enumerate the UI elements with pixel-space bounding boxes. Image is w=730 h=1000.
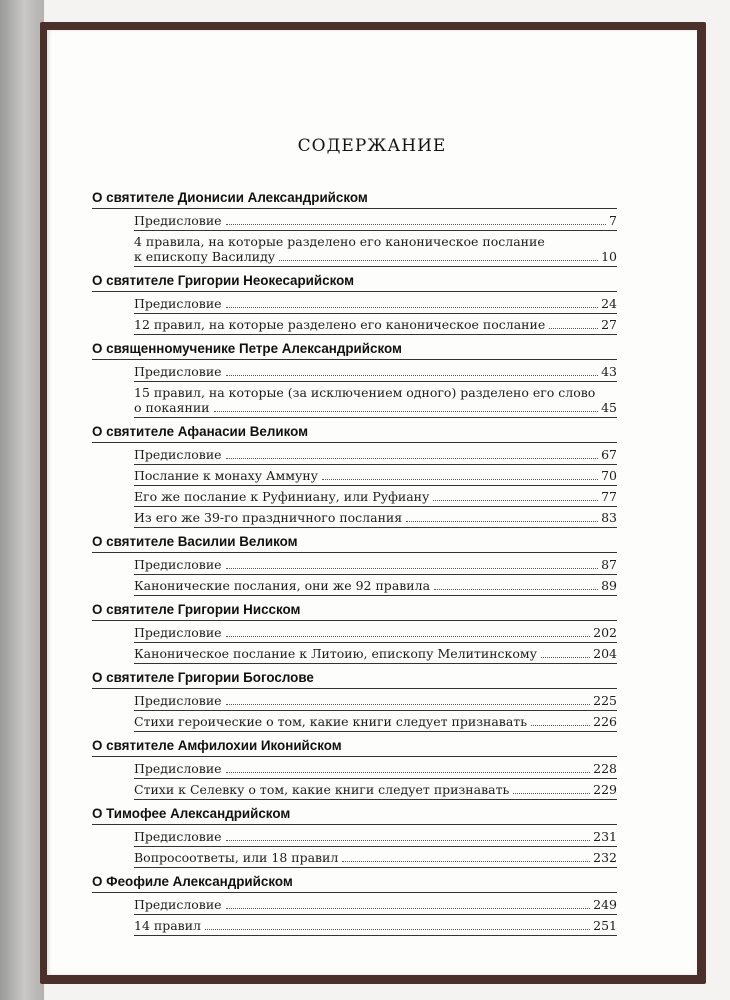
- leader-dots: [322, 478, 598, 480]
- section-heading: О священномученике Петре Александрийском: [92, 341, 617, 360]
- toc-entry: [134, 897, 617, 915]
- entry-page-number: 7: [609, 213, 617, 228]
- entry-label: 12 правил, на которые разделено его каноническое послание: [134, 317, 546, 332]
- toc-section: [92, 273, 617, 335]
- entry-page-number: 225: [593, 693, 617, 708]
- entry-label: Послание к монаху Аммуну: [134, 468, 319, 483]
- leader-dots: [226, 567, 599, 569]
- toc-entry: [134, 646, 617, 664]
- entry-label: Его же послание к Руфиниану, или Руфиану: [134, 489, 430, 504]
- leader-dots: [342, 860, 590, 862]
- entry-label-line1: 15 правил, на которые (за исключением одного) разделено его слово: [134, 385, 596, 400]
- leader-dots: [549, 327, 598, 329]
- entry-page-number: 10: [601, 249, 617, 264]
- section-heading: О святителе Григории Неокесарийском: [92, 273, 617, 292]
- entry-page-number: 232: [593, 850, 617, 865]
- entry-label: Предисловие: [134, 625, 222, 640]
- entry-page-number: 249: [593, 897, 617, 912]
- leader-dots: [226, 457, 599, 459]
- entry-page-number: 67: [601, 447, 617, 462]
- toc-entry: [134, 829, 617, 847]
- section-heading: О святителе Афанасии Великом: [92, 424, 617, 443]
- toc-section: [92, 738, 617, 800]
- leader-dots: [226, 223, 606, 225]
- toc-entry: [134, 693, 617, 711]
- entry-label: Из его же 39-го праздничного послания: [134, 510, 403, 525]
- toc-entry: [134, 761, 617, 779]
- leader-dots: [226, 839, 591, 841]
- entry-page-number: 231: [593, 829, 617, 844]
- toc-title: СОДЕРЖАНИЕ: [297, 136, 447, 156]
- leader-dots: [214, 410, 599, 412]
- entry-label: Стихи героические о том, какие книги следует признавать: [134, 714, 528, 729]
- leader-dots: [205, 928, 590, 930]
- entry-label: Предисловие: [134, 296, 222, 311]
- leader-dots: [434, 588, 598, 590]
- toc-section: [92, 190, 617, 267]
- toc-entry: [134, 234, 617, 267]
- toc-entry: [134, 510, 617, 528]
- entry-page-number: 24: [601, 296, 617, 311]
- entry-label: Канонические послания, они же 92 правила: [134, 578, 431, 593]
- entry-label: Стихи к Селевку о том, какие книги следует признавать: [134, 782, 510, 797]
- entry-page-number: 77: [601, 489, 617, 504]
- entry-label: Предисловие: [134, 761, 222, 776]
- entry-page-number: 89: [601, 578, 617, 593]
- section-heading: О святителе Григории Богослове: [92, 670, 617, 689]
- leader-dots: [226, 374, 599, 376]
- entry-page-number: 202: [593, 625, 617, 640]
- toc-entry: [134, 782, 617, 800]
- toc-section: [92, 424, 617, 528]
- entry-label: Предисловие: [134, 447, 222, 462]
- entry-page-number: 229: [593, 782, 617, 797]
- section-heading: О святителе Амфилохии Иконийском: [92, 738, 617, 757]
- toc-section: [92, 602, 617, 664]
- leader-dots: [433, 499, 598, 501]
- leader-dots: [226, 907, 591, 909]
- entry-page-number: 87: [601, 557, 617, 572]
- leader-dots: [513, 792, 590, 794]
- entry-page-number: 251: [593, 918, 617, 933]
- toc-entry: [134, 714, 617, 732]
- toc-entry: [134, 385, 617, 418]
- leader-dots: [226, 635, 591, 637]
- toc-entry: [134, 557, 617, 575]
- toc-entry: [134, 468, 617, 486]
- toc-entry: [134, 317, 617, 335]
- entry-label: Вопросоответы, или 18 правил: [134, 850, 339, 865]
- entry-page-number: 204: [593, 646, 617, 661]
- toc-section: [92, 874, 617, 936]
- leader-dots: [279, 259, 598, 261]
- toc-entry: [134, 625, 617, 643]
- toc-section: [92, 806, 617, 868]
- leader-dots: [406, 520, 598, 522]
- toc-entry: [134, 918, 617, 936]
- leader-dots: [531, 724, 590, 726]
- entry-page-number: 43: [601, 364, 617, 379]
- section-heading: О святителе Василии Великом: [92, 534, 617, 553]
- entry-page-number: 27: [601, 317, 617, 332]
- toc-section: [92, 670, 617, 732]
- entry-page-number: 70: [601, 468, 617, 483]
- toc-section: [92, 534, 617, 596]
- section-heading: О Тимофее Александрийском: [92, 806, 617, 825]
- toc-entry: [134, 489, 617, 507]
- section-heading: О святителе Дионисии Александрийском: [92, 190, 617, 209]
- toc-entry: [134, 296, 617, 314]
- entry-label: Предисловие: [134, 364, 222, 379]
- leader-dots: [226, 703, 591, 705]
- entry-label: Предисловие: [134, 557, 222, 572]
- toc-entry: [134, 213, 617, 231]
- entry-page-number: 45: [601, 400, 617, 415]
- leader-dots: [226, 771, 591, 773]
- entry-label: Предисловие: [134, 693, 222, 708]
- entry-label: Предисловие: [134, 897, 222, 912]
- toc-entry: [134, 364, 617, 382]
- section-heading: О святителе Григории Нисском: [92, 602, 617, 621]
- entry-page-number: 83: [601, 510, 617, 525]
- entry-label-line2: о покаянии: [134, 400, 210, 415]
- entry-label-line1: 4 правила, на которые разделено его каноническое послание: [134, 234, 545, 249]
- leader-dots: [541, 656, 590, 658]
- section-heading: О Феофиле Александрийском: [92, 874, 617, 893]
- toc-entry: [134, 850, 617, 868]
- toc-entry: [134, 447, 617, 465]
- entry-label-line2: к епископу Василиду: [134, 249, 276, 264]
- entry-label: Каноническое послание к Литоию, епископу Мелитинскому: [134, 646, 537, 661]
- adjacent-page-edge: [0, 0, 44, 1000]
- entry-label: Предисловие: [134, 213, 222, 228]
- toc-section: [92, 341, 617, 418]
- entry-page-number: 226: [593, 714, 617, 729]
- entry-label: 14 правил: [134, 918, 201, 933]
- leader-dots: [226, 306, 599, 308]
- book-page: [47, 30, 697, 975]
- entry-label: Предисловие: [134, 829, 222, 844]
- toc-entry: [134, 578, 617, 596]
- entry-page-number: 228: [593, 761, 617, 776]
- table-of-contents: [92, 190, 617, 942]
